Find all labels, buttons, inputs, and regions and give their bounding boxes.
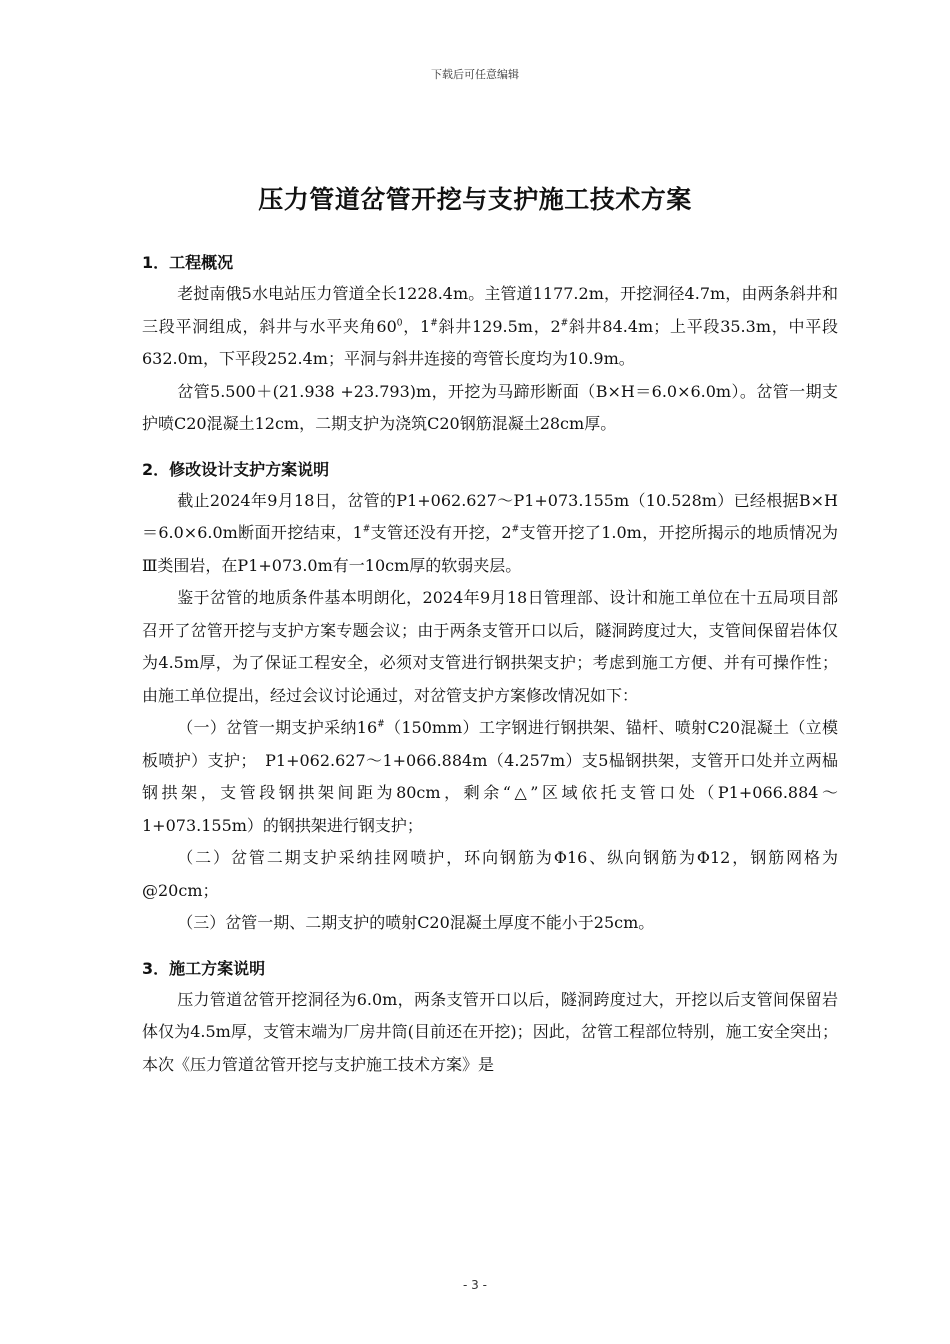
paragraph: （二）岔管二期支护采纳挂网喷护，环向钢筋为Φ16、纵向钢筋为Φ12，钢筋网格为@20cm； xyxy=(142,848,838,900)
document-body xyxy=(142,248,838,1081)
paragraph: 老挝南俄5水电站压力管道全长1228.4m。主管道1177.2m，开挖洞径4.7m，由两条斜井和三段平洞组成，斜井与水平夹角$60^0$，1#斜井129.5m，2#斜井84.4m；上平段35.3m，中平段632.0m，下平段252.4m；平洞与斜井连接的弯管长度均为10.9m。 xyxy=(142,284,838,368)
paragraph: 鉴于岔管的地质条件基本明朗化，2024年9月18日管理部、设计和施工单位在十五局项目部召开了岔管开挖与支护方案专题会议；由于两条支管开口以后，隧洞跨度过大，支管间保留岩体仅为4.5m厚，为了保证工程安全，必须对支管进行钢拱架支护；考虑到施工方便、并有可操作性；由施工单位提出，经过会议讨论通过，对岔管支护方案修改情况如下： xyxy=(142,588,838,705)
paragraph: 压力管道岔管开挖洞径为6.0m，两条支管开口以后，隧洞跨度过大，开挖以后支管间保留岩体仅为4.5m厚，支管末端为厂房井筒(目前还在开挖)；因此，岔管工程部位特别，施工安全突出；本次《压力管道岔管开挖与支护施工技术方案》是 xyxy=(142,989,838,1074)
paragraph: 岔管5.500＋(21.938 +23.793)m，开挖为马蹄形断面（B×H＝6.0×6.0m）。岔管一期支护喷C20混凝土12cm，二期支护为浇筑C20钢筋混凝土28cm厚。 xyxy=(142,381,838,433)
section-heading-design-change: 2．修改设计支护方案说明 xyxy=(142,459,330,479)
paragraph: （三）岔管一期、二期支护的喷射C20混凝土厚度不能小于25cm。 xyxy=(177,913,655,932)
page-header: 下载后可任意编辑 xyxy=(431,68,519,81)
section-heading-construction-plan: 3．施工方案说明 xyxy=(142,958,266,978)
paragraph: （一）岔管一期支护采纳16#（150mm）工字钢进行钢拱架、锚杆、喷射C20混凝土（立模板喷护）支护； P1+062.627～1+066.884m（4.257m）支5榀钢拱架，支管开口处并立两榀钢拱架，支管段钢拱架间距为80cm，剩余“△”区域依托支管口处（P1+066.884～1+073.155m）的钢拱架进行钢支护； xyxy=(142,718,838,835)
section-heading-overview: 1．工程概况 xyxy=(142,253,234,272)
paragraph: 截止2024年9月18日，岔管的P1+062.627～P1+073.155m（10.528m）已经根据B×H＝6.0×6.0m断面开挖结束，1#支管还没有开挖，2#支管开挖了1.0m，开挖所揭示的地质情况为Ⅲ类围岩，在P1+073.0m有一10cm厚的软弱夹层。 xyxy=(142,490,838,575)
document-title: 压力管道岔管开挖与支护施工技术方案 xyxy=(258,185,692,214)
page-number: - 3 - xyxy=(463,1278,487,1292)
